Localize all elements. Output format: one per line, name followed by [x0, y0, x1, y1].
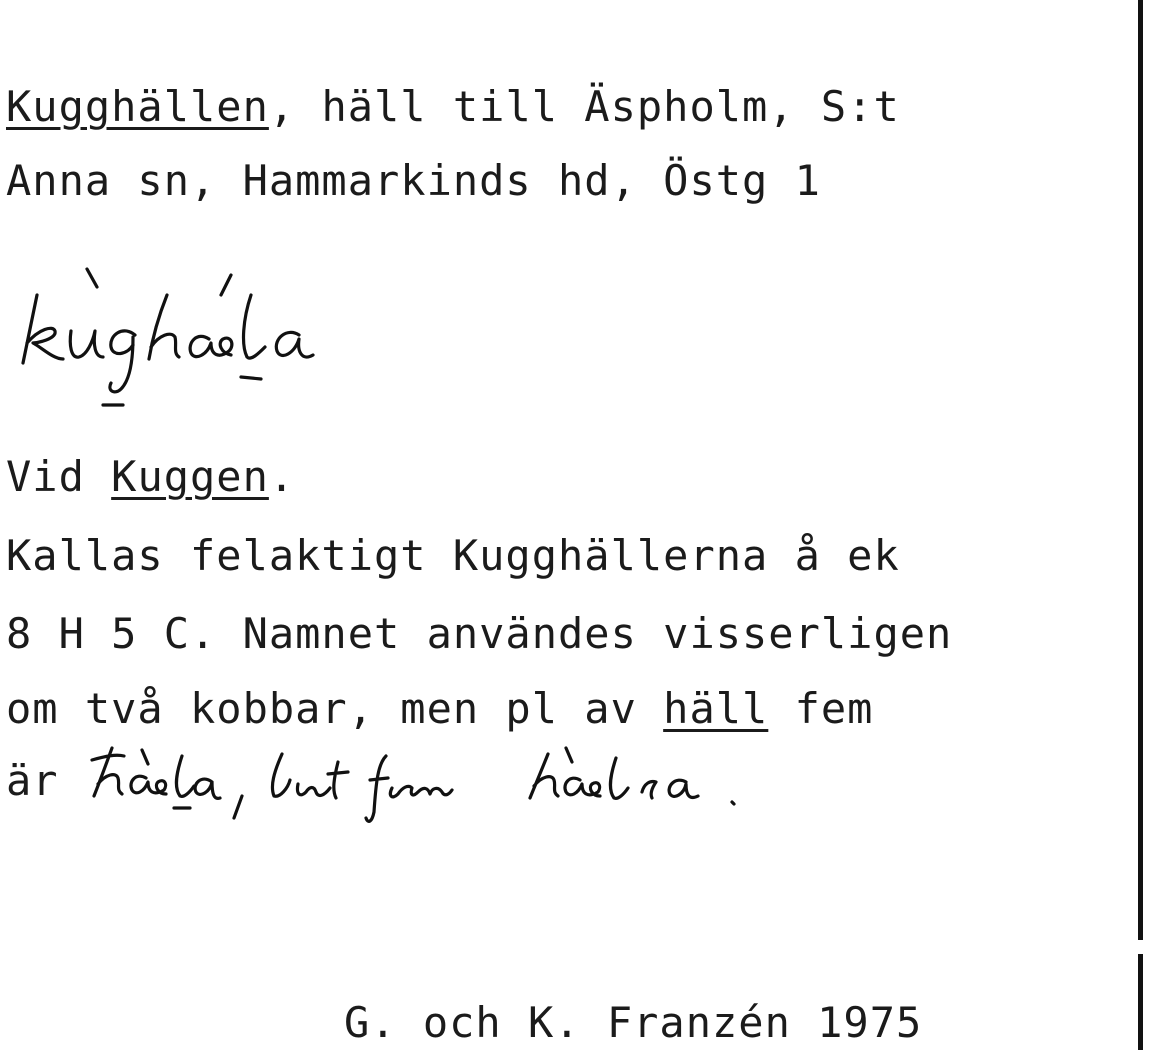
- location-prefix: Vid: [6, 452, 112, 501]
- body-line-4-prefix: är: [6, 756, 59, 805]
- collector-signature: G. och K. Franzén 1975: [344, 998, 923, 1047]
- place-description: , häll till Äspholm, S:t: [268, 82, 900, 131]
- location-line: [6, 452, 296, 501]
- reference-place-name: Kuggen: [111, 452, 269, 501]
- body-line-3-suffix: fem: [768, 684, 874, 733]
- body-line-1: Kallas felaktigt Kugghällerna å ek: [6, 531, 900, 580]
- card-edge-gap: [1136, 940, 1145, 954]
- body-line-3-prefix: om två kobbar, men pl av: [6, 684, 664, 733]
- body-line-2: 8 H 5 C. Namnet användes visserligen: [6, 609, 953, 658]
- handwritten-pronunciation: [15, 255, 335, 415]
- parish-district-line: Anna sn, Hammarkinds hd, Östg 1: [6, 156, 821, 205]
- underlined-word: häll: [663, 684, 769, 733]
- handwritten-forms: [86, 742, 746, 832]
- place-name-headword: Kugghällen: [6, 82, 269, 131]
- card-edge-line: [1138, 0, 1143, 1050]
- heading-line: [6, 82, 900, 131]
- location-suffix: .: [268, 452, 296, 501]
- body-line-3: [6, 684, 874, 733]
